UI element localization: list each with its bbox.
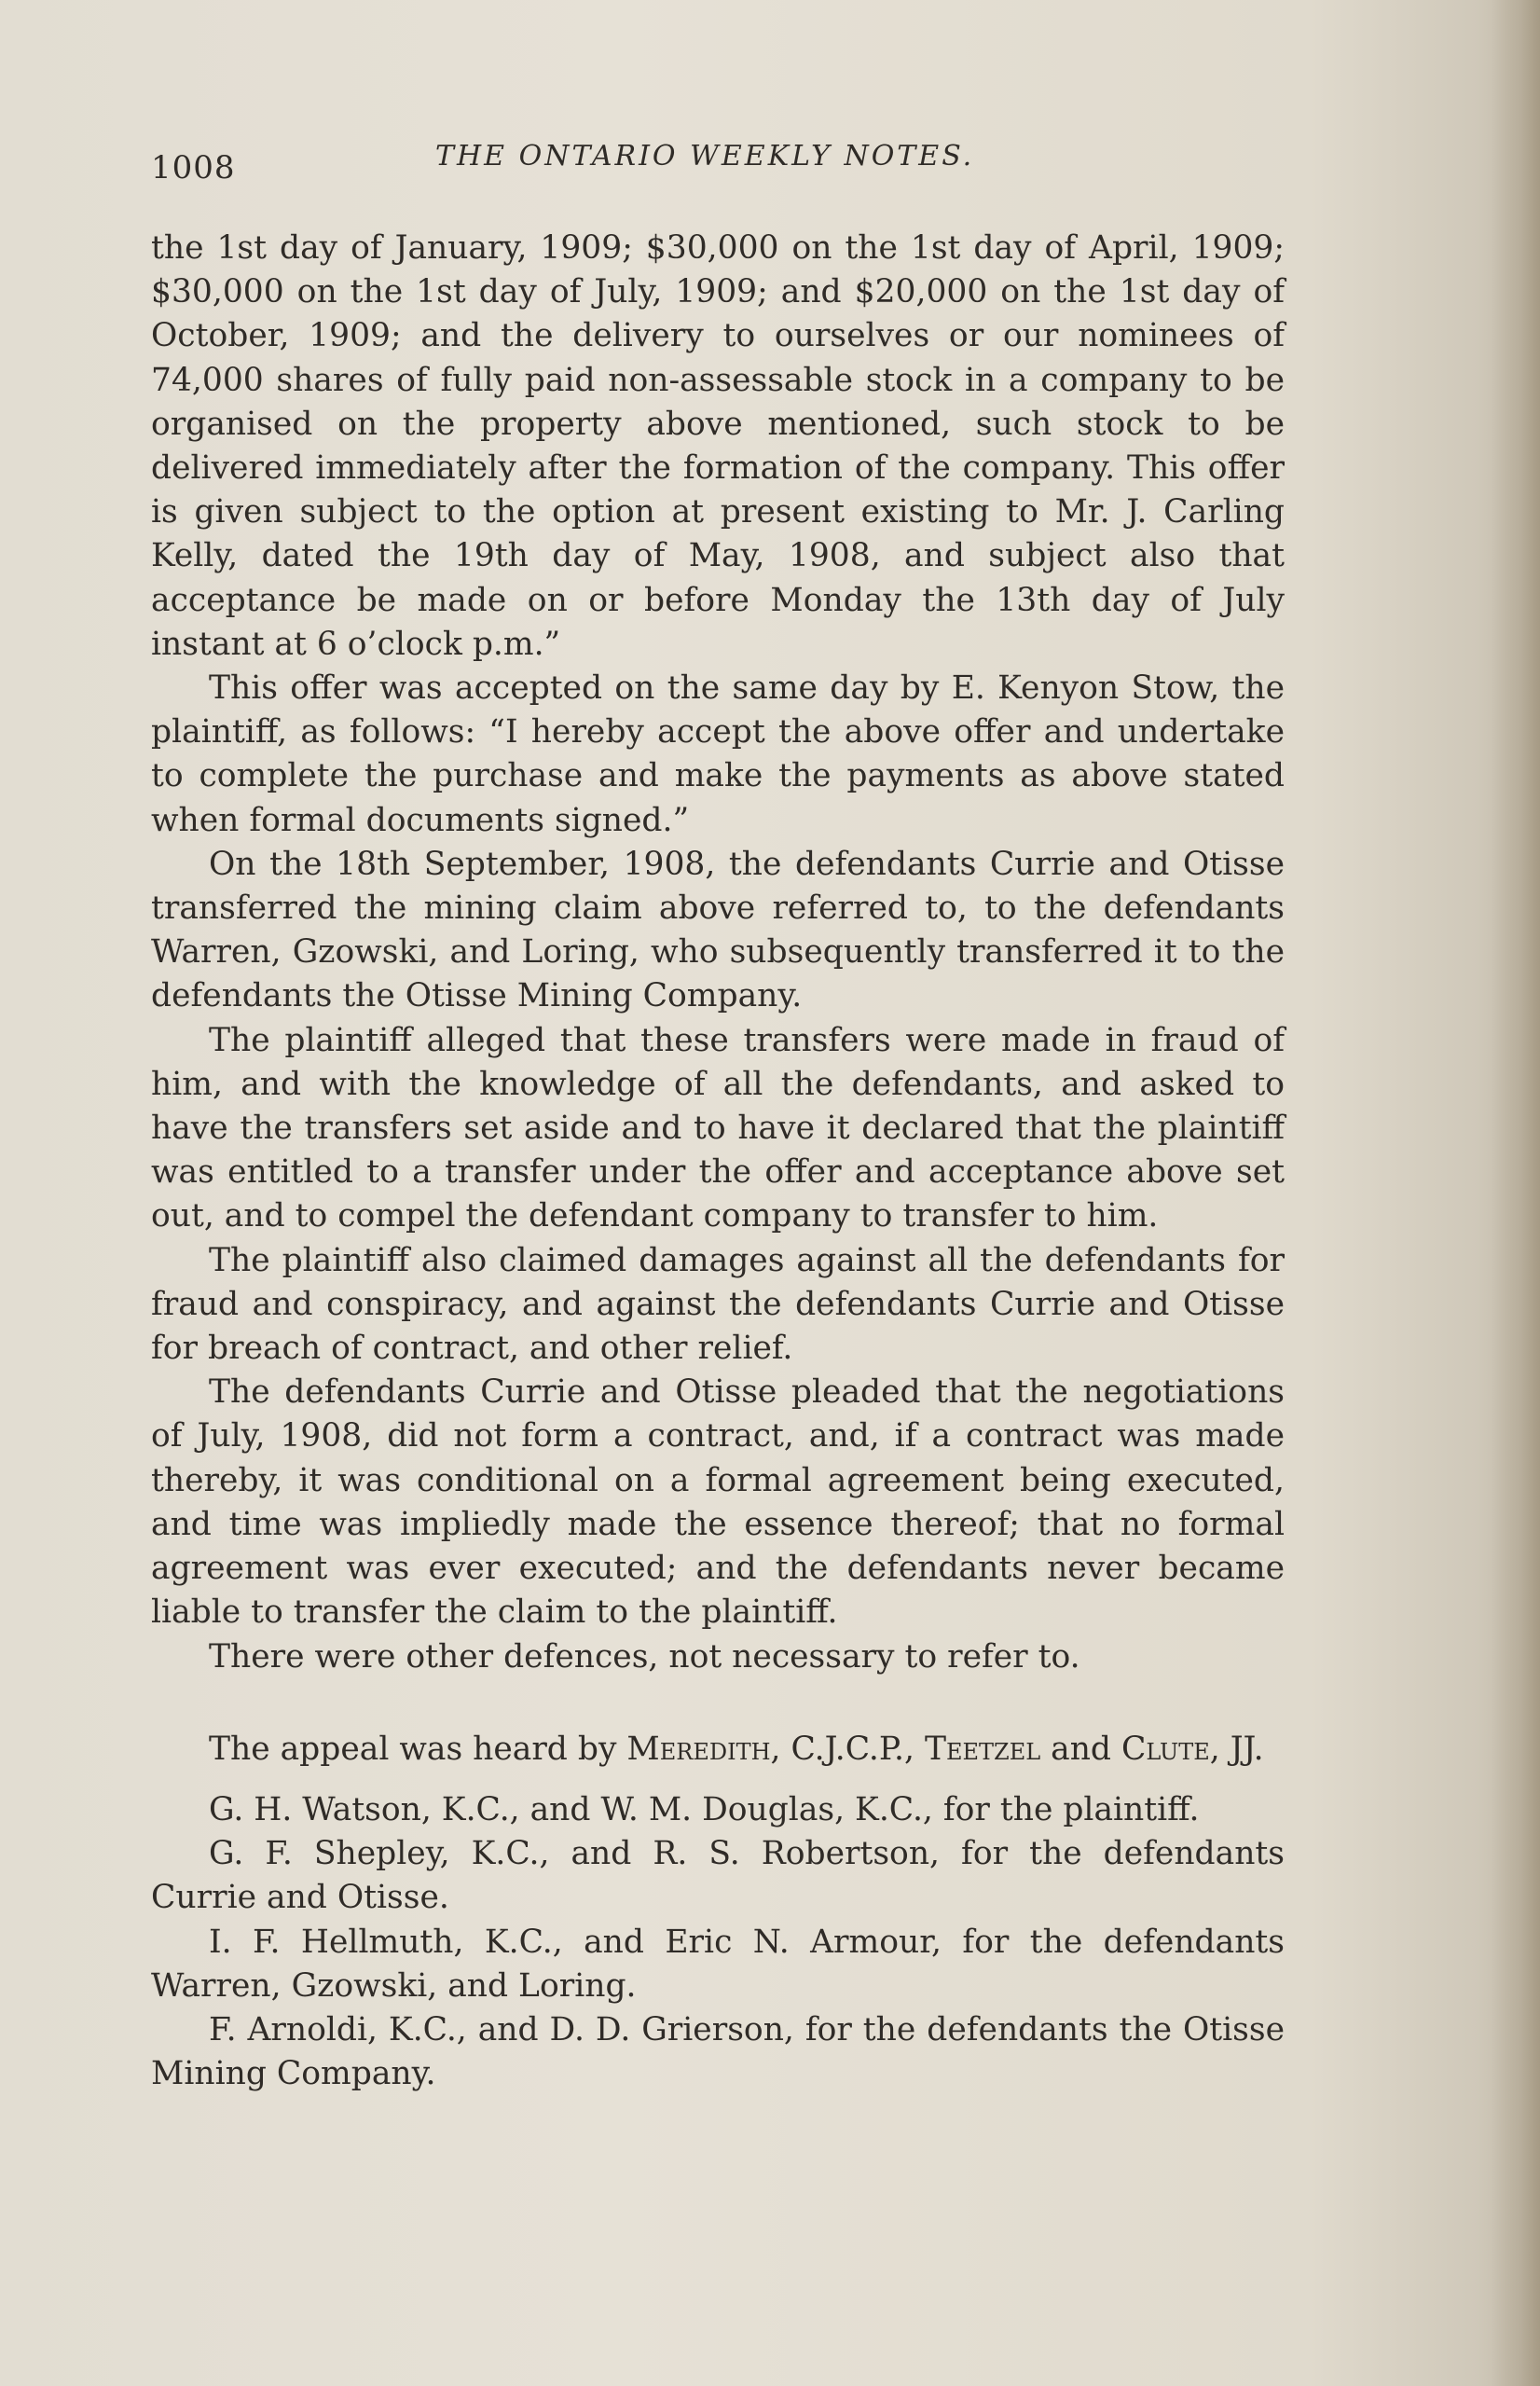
counsel-line-warren-gzowski-loring: I. F. Hellmuth, K.C., and Eric N. Armour, for the defendants Warren, Gzowski, and Loring. bbox=[151, 1923, 1285, 2005]
journal-title: THE ONTARIO WEEKLY NOTES. bbox=[435, 140, 975, 172]
page-edge-shadow bbox=[1492, 0, 1540, 2386]
paragraph-allegation: The plaintiff alleged that these transfers were made in fraud of him, and with the knowledge of all the defendants, and asked to have the transfers set aside and to have it declared that the plaintiff was entitled to a transfer under the offer and acceptance above set out, and to compel the defendant company to transfer to him. bbox=[151, 1021, 1285, 1235]
paragraph-transfer: On the 18th September, 1908, the defendants Currie and Otisse transferred the mining claim above referred to, to the defendants Warren, Gzowski, and Loring, who subsequently transferred it to the defendants the Otisse Mining Company. bbox=[151, 845, 1285, 1015]
section-gap bbox=[151, 1679, 1285, 1728]
paragraph-acceptance: This offer was accepted on the same day by E. Kenyon Stow, the plaintiff, as follows: “I hereby accept the above offer and undertake to complete the purchase and make the payments as above stated when formal documents signed.” bbox=[151, 669, 1285, 839]
paragraph-damages-claim: The plaintiff also claimed damages against all the defendants for fraud and conspiracy, and against the defendants Currie and Otisse for breach of contract, and other relief. bbox=[151, 1241, 1285, 1368]
body-text bbox=[151, 227, 1285, 2096]
counsel-line-plaintiff: G. H. Watson, K.C., and W. M. Douglas, K.C., for the plaintiff. bbox=[209, 1790, 1200, 1828]
paragraph-offer-terms: the 1st day of January, 1909; $30,000 on the 1st day of April, 1909; $30,000 on the 1st day of July, 1909; and $20,000 on the 1st day of October, 1909; and the delivery to ourselves or our nominees of 74,000 shares of fully paid non-assessable stock in a company to be organised on the property above mentioned, such stock to be delivered immediately after the formation of the company. This offer is given subject to the option at present existing to Mr. J. Carling Kelly, dated the 19th day of May, 1908, and subject also that acceptance be made on or before Monday the 13th day of July instant at 6 o’clock p.m.” bbox=[151, 229, 1285, 663]
judge-name: Clute bbox=[1121, 1730, 1210, 1768]
page-number: 1008 bbox=[151, 149, 236, 186]
counsel-line-mining-company: F. Arnoldi, K.C., and D. D. Grierson, for the defendants the Otisse Mining Company. bbox=[151, 2010, 1285, 2093]
running-head bbox=[151, 140, 1279, 196]
paragraph-defence: The defendants Currie and Otisse pleaded that the negotiations of July, 1908, did not form a contract, and, if a contract was made thereby, it was conditional on a formal agreement being executed, and time was impliedly made the essence thereof; that no formal agreement was ever executed; and the defendants never became liable to transfer the claim to the plaintiff. bbox=[151, 1373, 1285, 1632]
appeal-heard-statement: The appeal was heard by Meredith, C.J.C.P., Teetzel and Clute, JJ. bbox=[209, 1730, 1264, 1768]
judge-name: Meredith bbox=[626, 1730, 771, 1768]
section-gap-small bbox=[151, 1772, 1285, 1788]
judge-name: Teetzel bbox=[924, 1730, 1041, 1768]
paragraph-other-defences: There were other defences, not necessary to refer to. bbox=[209, 1637, 1080, 1676]
counsel-line-currie-otisse: G. F. Shepley, K.C., and R. S. Robertson, for the defendants Currie and Otisse. bbox=[151, 1835, 1285, 1917]
